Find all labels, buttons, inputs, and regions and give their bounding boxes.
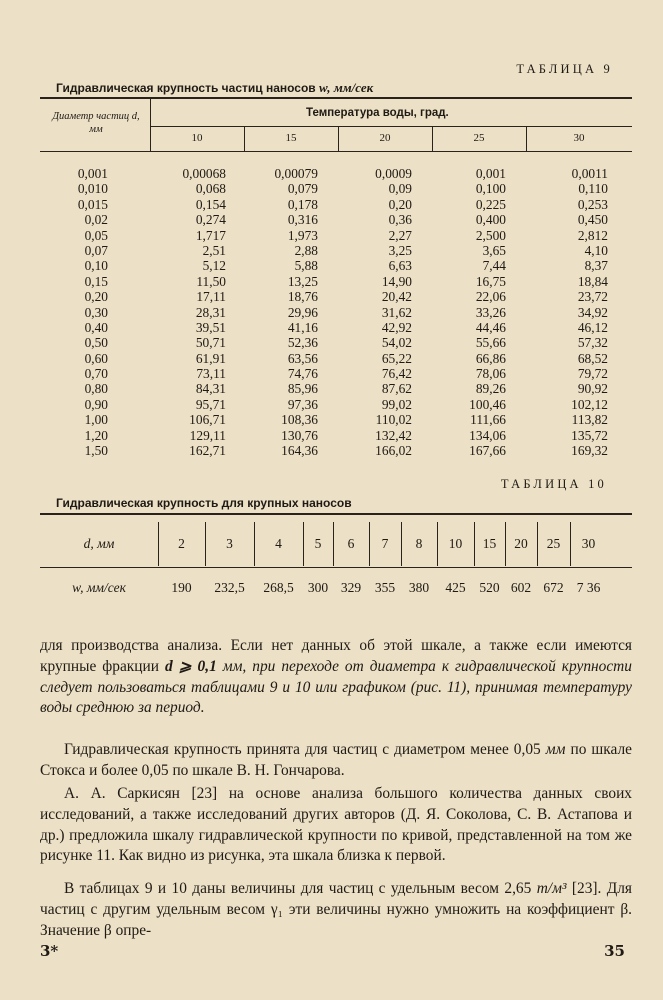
table9-value-cell: 76,42 — [381, 366, 412, 382]
table9-top-rule — [40, 97, 632, 99]
table9-value-cell: 84,31 — [195, 381, 226, 397]
table9-temp-rule — [150, 126, 632, 127]
table9-row — [40, 305, 630, 320]
paragraph-2-part: Гидравлическая крупность принята для частиц с диаметром менее 0,05 — [64, 741, 546, 758]
table9-value-cell: 16,75 — [475, 273, 506, 289]
table9-value-cell: 29,96 — [287, 304, 318, 320]
table9-value-cell: 14,90 — [381, 273, 412, 289]
table9-value-cell: 0,001 — [475, 166, 506, 181]
table9-value-cell: 102,12 — [571, 396, 608, 412]
table9-diameter-cell: 1,50 — [84, 443, 108, 459]
table9-value-cell: 110,02 — [375, 412, 412, 428]
table9-diameter-cell: 0,50 — [84, 335, 108, 351]
table9-value-cell: 5,12 — [202, 258, 226, 274]
table9-row — [40, 412, 630, 427]
table9-value-cell: 5,88 — [294, 258, 318, 274]
paragraph-4 — [40, 879, 632, 941]
table9-value-cell: 132,42 — [375, 427, 412, 443]
table10-d-cell: 4 — [275, 536, 282, 551]
table9-value-cell: 0,225 — [475, 196, 506, 212]
table9-value-cell: 66,86 — [475, 350, 506, 366]
table10-w-cell: 268,5 — [263, 580, 294, 595]
table9-value-cell: 0,0009 — [375, 166, 412, 181]
table10-label: ТАБЛИЦА 10 — [500, 477, 607, 491]
table10-d-cell: 30 — [581, 536, 596, 551]
table9-value-cell: 2,27 — [388, 227, 412, 243]
table9-row — [40, 320, 630, 335]
table9-row — [40, 351, 630, 366]
table9-diameter-cell: 0,40 — [84, 319, 108, 335]
table9-value-cell: 13,25 — [287, 273, 318, 289]
table9-value-cell: 0,36 — [388, 212, 412, 228]
paragraph-1 — [40, 636, 632, 719]
table9-value-cell: 65,22 — [381, 350, 412, 366]
table9-value-cell: 55,66 — [475, 335, 506, 351]
table9-value-cell: 0,20 — [388, 196, 412, 212]
table9-value-cell: 79,72 — [577, 366, 608, 382]
table10-d-cell: 3 — [226, 536, 233, 551]
table10-w-cell: 190 — [171, 580, 192, 595]
table10-w-cell: 329 — [340, 580, 362, 595]
table10-w-cell: 425 — [445, 580, 466, 595]
table9-value-cell: 57,32 — [577, 335, 608, 351]
table9-title-unit: мм/сек — [333, 80, 374, 95]
table9-value-cell: 0,00068 — [182, 166, 226, 181]
table9-row — [40, 212, 630, 227]
table9-value-cell: 33,26 — [475, 304, 506, 320]
table10-d-cell: 6 — [347, 536, 355, 551]
table9-value-cell: 46,12 — [577, 319, 608, 335]
table9-value-cell: 108,36 — [281, 412, 318, 428]
table10-d-cell: 15 — [482, 536, 497, 551]
table9-diameter-cell: 0,70 — [84, 366, 108, 382]
table9-value-cell: 42,92 — [381, 319, 412, 335]
table10-w-cell: 7 36 — [576, 580, 601, 595]
table10-d-cell: 5 — [314, 536, 322, 551]
table9-diameter-cell: 0,05 — [84, 227, 108, 243]
table9-value-cell: 164,36 — [281, 443, 318, 459]
table10-w-cell: 672 — [543, 580, 564, 595]
paragraph-1-formula: d ⩾ 0,1 — [164, 657, 217, 675]
table10-w-cell: 355 — [374, 580, 396, 595]
table9-value-cell: 135,72 — [571, 427, 608, 443]
table9-value-cell: 0,253 — [577, 196, 608, 212]
table9-value-cell: 61,91 — [195, 350, 226, 366]
table9-row — [40, 166, 630, 181]
page-number: 35 — [604, 942, 625, 960]
table9-diameter-cell: 0,20 — [84, 289, 108, 305]
table9-diameter-cell: 0,015 — [77, 196, 108, 212]
table9-value-cell: 130,76 — [281, 427, 318, 443]
table9-value-cell: 73,11 — [196, 366, 226, 382]
table9-value-cell: 111,66 — [470, 412, 506, 428]
table9-value-cell: 34,92 — [577, 304, 608, 320]
table9-row — [40, 181, 630, 196]
table9-temp-header: Температура воды, град. — [306, 107, 449, 119]
table9-diameter-cell: 0,15 — [84, 273, 108, 289]
table9-title — [56, 80, 373, 96]
table9-value-cell: 7,44 — [482, 258, 506, 274]
paragraph-1-part: мм, при переходе от диаметра к гидравлической крупности следует пользоваться таблицами 9 и 10 или графиком (рис. 11), принимая температуру воды среднюю за период. — [40, 657, 632, 717]
paragraph-2-unit: мм — [545, 741, 566, 758]
table9-temp-col: 30 — [573, 132, 585, 144]
table9-value-cell: 0,400 — [475, 212, 506, 228]
table9-value-cell: 0,068 — [195, 181, 226, 197]
paragraph-4-unit: т/м³ — [536, 880, 567, 897]
table9-value-cell: 54,02 — [381, 335, 412, 351]
table9-value-cell: 4,10 — [584, 242, 608, 258]
table9-diameter-cell: 0,30 — [84, 304, 108, 320]
table10-d-label: d, мм — [83, 536, 115, 551]
table9-value-cell: 6,63 — [388, 258, 412, 274]
table9-temp-col: 20 — [379, 132, 391, 144]
table9-value-cell: 106,71 — [189, 412, 226, 428]
table9-body — [40, 166, 630, 458]
table9-value-cell: 0,316 — [287, 212, 318, 228]
table9-row — [40, 335, 630, 350]
table9-row — [40, 243, 630, 258]
paragraph-2 — [40, 740, 632, 782]
table9-value-cell: 1,973 — [287, 227, 318, 243]
table9-value-cell: 28,31 — [195, 304, 226, 320]
table9-value-cell: 0,0011 — [571, 166, 608, 181]
table10-w-cell: 520 — [479, 580, 500, 595]
table9-diameter-cell: 0,010 — [77, 181, 108, 197]
table9-value-cell: 162,71 — [189, 443, 226, 459]
table9-row — [40, 289, 630, 304]
table9-value-cell: 8,37 — [584, 258, 608, 274]
table9-value-cell: 39,51 — [195, 319, 226, 335]
table9-row — [40, 274, 630, 289]
table9-value-cell: 63,56 — [287, 350, 318, 366]
table9-row — [40, 381, 630, 396]
table10-d-cell: 7 — [381, 536, 389, 551]
table9-value-cell: 78,06 — [475, 366, 506, 382]
table9-value-cell: 166,02 — [375, 443, 412, 459]
table9-value-cell: 169,32 — [571, 443, 608, 459]
table9-title-w: w, — [319, 80, 331, 95]
table9-value-cell: 167,66 — [469, 443, 506, 459]
table9-value-cell: 0,079 — [287, 181, 318, 197]
table9-value-cell: 18,76 — [287, 289, 318, 305]
table9-diameter-cell: 1,20 — [84, 427, 108, 443]
table9-value-cell: 90,92 — [577, 381, 608, 397]
table10-top-rule — [40, 513, 632, 515]
table9-value-cell: 1,717 — [195, 227, 226, 243]
table9-value-cell: 52,36 — [287, 335, 318, 351]
table9-value-cell: 95,71 — [195, 396, 226, 412]
table9-value-cell: 68,52 — [577, 350, 608, 366]
table9-title-prefix: Гидравлическая крупность частиц наносов — [56, 81, 316, 95]
table9-temp-col: 15 — [285, 132, 297, 144]
table10-w-cell: 380 — [408, 580, 430, 595]
table9-diameter-cell: 1,00 — [84, 412, 108, 428]
table9-temp-col: 10 — [191, 132, 203, 144]
table9-diameter-cell: 0,90 — [84, 396, 108, 412]
table9-value-cell: 41,16 — [287, 319, 318, 335]
table9-header-bottom-rule — [40, 151, 632, 152]
table9-value-cell: 85,96 — [287, 381, 318, 397]
table10-header-bottom-rule — [40, 567, 632, 568]
table9-value-cell: 3,65 — [482, 242, 506, 258]
signature-mark: 3* — [40, 942, 59, 960]
table9-value-cell: 100,46 — [469, 396, 506, 412]
table9-value-cell: 3,25 — [388, 242, 412, 258]
table9-value-cell: 44,46 — [475, 319, 506, 335]
table9-value-cell: 134,06 — [469, 427, 506, 443]
table9-value-cell: 50,71 — [195, 335, 226, 351]
table9-value-cell: 89,26 — [475, 381, 506, 397]
paragraph-3: А. А. Саркисян [23] на основе анализа большого количества данных своих исследований, а также исследований других авторов (Д. Я. Соколова, С. В. Астапова и др.) предложила шкалу гидравлической крупности по кривой, представленной на том же рисунке 11. Как видно из рисунка, эта шкала близка к первой. — [40, 785, 632, 865]
table10-title: Гидравлическая крупность для крупных наносов — [56, 496, 352, 510]
table9-value-cell: 0,00079 — [274, 166, 318, 181]
table9-value-cell: 87,62 — [381, 381, 412, 397]
table9-value-cell: 0,178 — [287, 196, 318, 212]
table10-d-cell: 10 — [448, 536, 463, 551]
table9-row — [40, 366, 630, 381]
table9-value-cell: 22,06 — [475, 289, 506, 305]
table10-w-cell: 602 — [510, 580, 532, 595]
table9-value-cell: 0,100 — [475, 181, 506, 197]
table9-value-cell: 0,274 — [195, 212, 226, 228]
table9-row — [40, 397, 630, 412]
table9-label: ТАБЛИЦА 9 — [516, 62, 613, 76]
table10-w-cell: 300 — [307, 580, 329, 595]
table9-diameter-cell: 0,02 — [84, 212, 108, 228]
table9-value-cell: 0,09 — [388, 181, 412, 197]
table9-value-cell: 129,11 — [189, 427, 226, 443]
table9-value-cell: 31,62 — [381, 304, 412, 320]
table9-diameter-cell: 0,07 — [84, 242, 108, 258]
paragraph-4-part: [23]. Для частиц с другим удельным весом γ₁ эти величины нужно умножить на коэффициент β. Значение β опре- — [40, 880, 632, 939]
table9-diameter-cell: 0,001 — [77, 166, 108, 181]
table9-value-cell: 74,76 — [287, 366, 318, 382]
table9-row — [40, 428, 630, 443]
table9-value-cell: 0,110 — [578, 181, 608, 197]
table9-row — [40, 197, 630, 212]
table9-value-cell: 17,11 — [196, 289, 226, 305]
table9-value-cell: 113,82 — [571, 412, 608, 428]
table9-diameter-cell: 0,60 — [84, 350, 108, 366]
table10-w-label: w, мм/сек — [72, 580, 126, 595]
table10-w-cell: 232,5 — [214, 580, 245, 595]
table9-value-cell: 20,42 — [381, 289, 412, 305]
table9-value-cell: 2,51 — [202, 242, 226, 258]
table10-d-cell: 25 — [546, 536, 561, 551]
table9-value-cell: 99,02 — [381, 396, 412, 412]
table9-value-cell: 11,50 — [196, 273, 226, 289]
paragraph-2-part: по шкале Стокса и более 0,05 по шкале В. Н. Гончарова. — [40, 741, 633, 779]
table9-diameter-cell: 0,10 — [84, 258, 108, 274]
table10-d-cell: 2 — [178, 536, 185, 551]
table9-value-cell: 97,36 — [287, 396, 318, 412]
table10-d-cell: 20 — [514, 536, 528, 551]
table9-value-cell: 0,450 — [577, 212, 608, 228]
table9-value-cell: 2,500 — [475, 227, 506, 243]
table9-value-cell: 18,84 — [577, 273, 608, 289]
table9-diameter-cell: 0,80 — [84, 381, 108, 397]
table9-diam-header: Диаметр частиц d, мм — [52, 111, 140, 135]
table9-value-cell: 0,154 — [195, 196, 226, 212]
table9-row — [40, 258, 630, 273]
paragraph-4-part: В таблицах 9 и 10 даны величины для частиц с удельным весом 2,65 — [64, 880, 537, 897]
table9-row — [40, 228, 630, 243]
table9-value-cell: 2,88 — [294, 242, 318, 258]
table9-row — [40, 443, 630, 458]
table9-value-cell: 2,812 — [577, 227, 608, 243]
table9-temp-col: 25 — [473, 132, 485, 144]
paragraph-1-part: для производства анализа. Если нет данных об этой шкале, а также если имеются крупные фракции — [40, 637, 632, 675]
table9-value-cell: 23,72 — [577, 289, 608, 305]
table10-d-cell: 8 — [415, 536, 423, 551]
